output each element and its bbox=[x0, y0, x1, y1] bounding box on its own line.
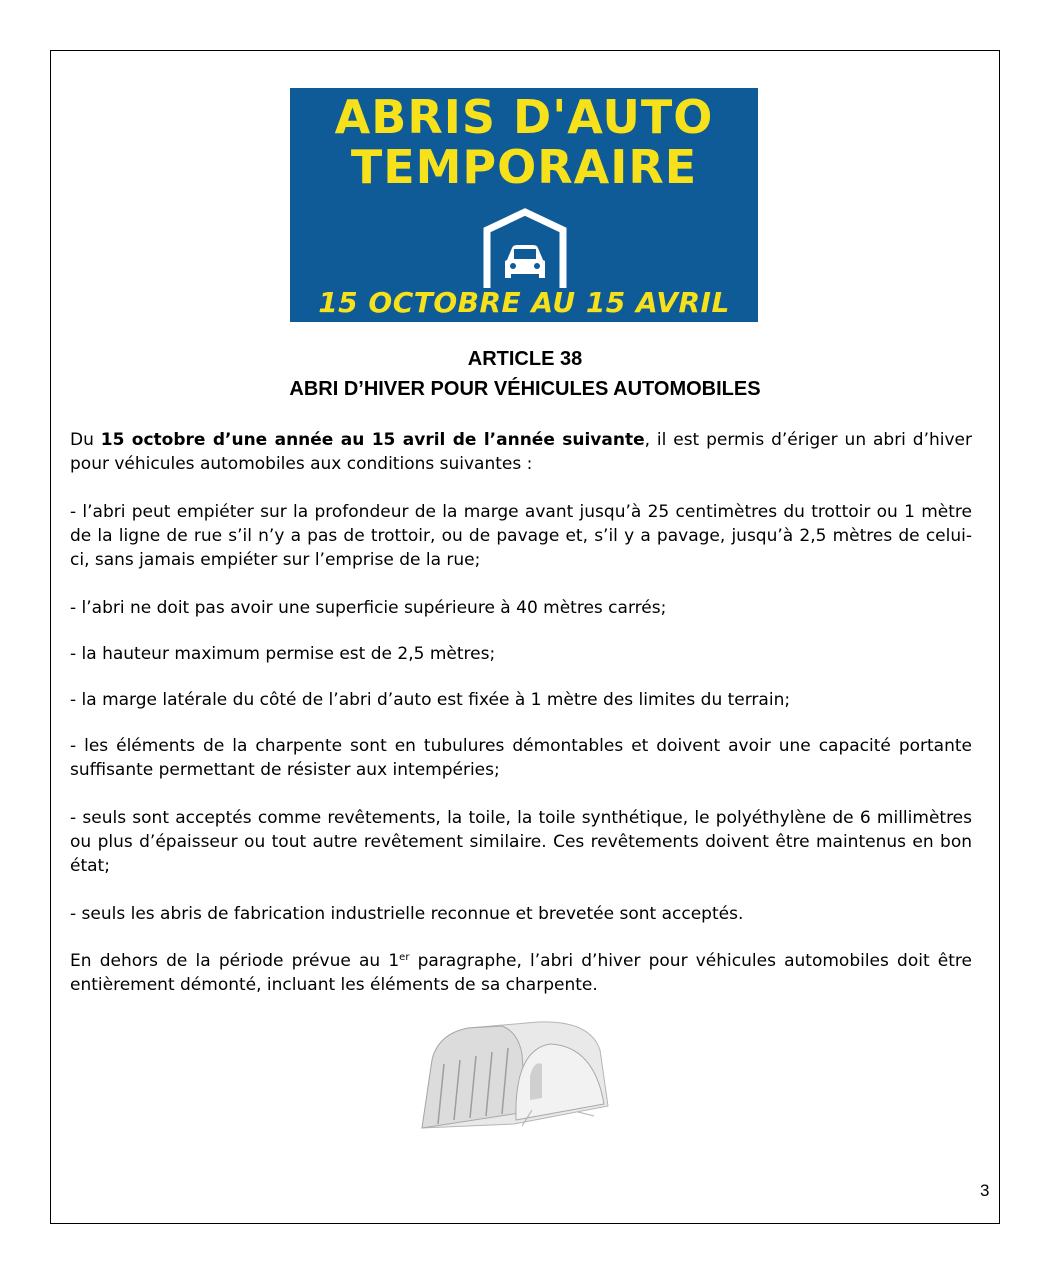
condition-setback: - l’abri peut empiéter sur la profondeur de la marge avant jusqu’à 25 centimètres du trottoir ou 1 mètre de la ligne de rue s’il n’y a pas de trottoir, ou de pavage et, s’il y a pavage, jusqu’à 2,5 mètres de celui-ci, sans jamais empiéter sur l’emprise de la rue; bbox=[70, 502, 972, 570]
condition-area: - l’abri ne doit pas avoir une superficie supérieure à 40 mètres carrés; bbox=[70, 598, 667, 618]
intro-bold-period: 15 octobre d’une année au 15 avril de l’année suivante bbox=[100, 430, 645, 450]
article-number: ARTICLE 38 bbox=[467, 348, 583, 370]
intro-paragraph bbox=[70, 428, 972, 476]
condition-frame: - les éléments de la charpente sont en tubulures démontables et doivent avoir une capacité portante suffisante permettant de résister aux intempéries; bbox=[70, 736, 972, 780]
banner-dates: 15 OCTOBRE AU 15 AVRIL bbox=[318, 286, 730, 319]
closing-before: En dehors de la période prévue au 1 bbox=[70, 951, 400, 971]
intro-after: , il est permis d’ériger un abri d’hiver pour véhicules automobiles aux conditions suivantes : bbox=[70, 430, 972, 474]
condition-height: - la hauteur maximum permise est de 2,5 mètres; bbox=[70, 644, 496, 664]
closing-paragraph bbox=[70, 949, 972, 997]
article-title: ABRI D’HIVER POUR VÉHICULES AUTOMOBILES bbox=[289, 378, 761, 400]
banner-title bbox=[290, 92, 758, 192]
condition-manufacture: - seuls les abris de fabrication industrielle reconnue et brevetée sont acceptés. bbox=[70, 904, 744, 924]
closing-after: paragraphe, l’abri d’hiver pour véhicules automobiles doit être entièrement démonté, incluant les éléments de sa charpente. bbox=[70, 951, 972, 995]
car-shelter-image bbox=[418, 1020, 614, 1132]
banner-title-line2: TEMPORAIRE bbox=[350, 140, 698, 194]
garage-car-icon bbox=[483, 208, 567, 292]
page-number: 3 bbox=[980, 1181, 990, 1200]
closing-superscript: er bbox=[399, 952, 410, 963]
intro-before: Du bbox=[70, 430, 101, 450]
condition-covering: - seuls sont acceptés comme revêtements, la toile, la toile synthétique, le polyéthylène de 6 millimètres ou plus d’épaisseur ou tout autre revêtement similaire. Ces revêtements doivent être maintenus en bon état; bbox=[70, 808, 972, 876]
banner-title-line1: ABRIS D'AUTO bbox=[334, 90, 714, 144]
condition-side-margin: - la marge latérale du côté de l’abri d’auto est fixée à 1 mètre des limites du terrain; bbox=[70, 690, 791, 710]
banner bbox=[290, 88, 758, 322]
